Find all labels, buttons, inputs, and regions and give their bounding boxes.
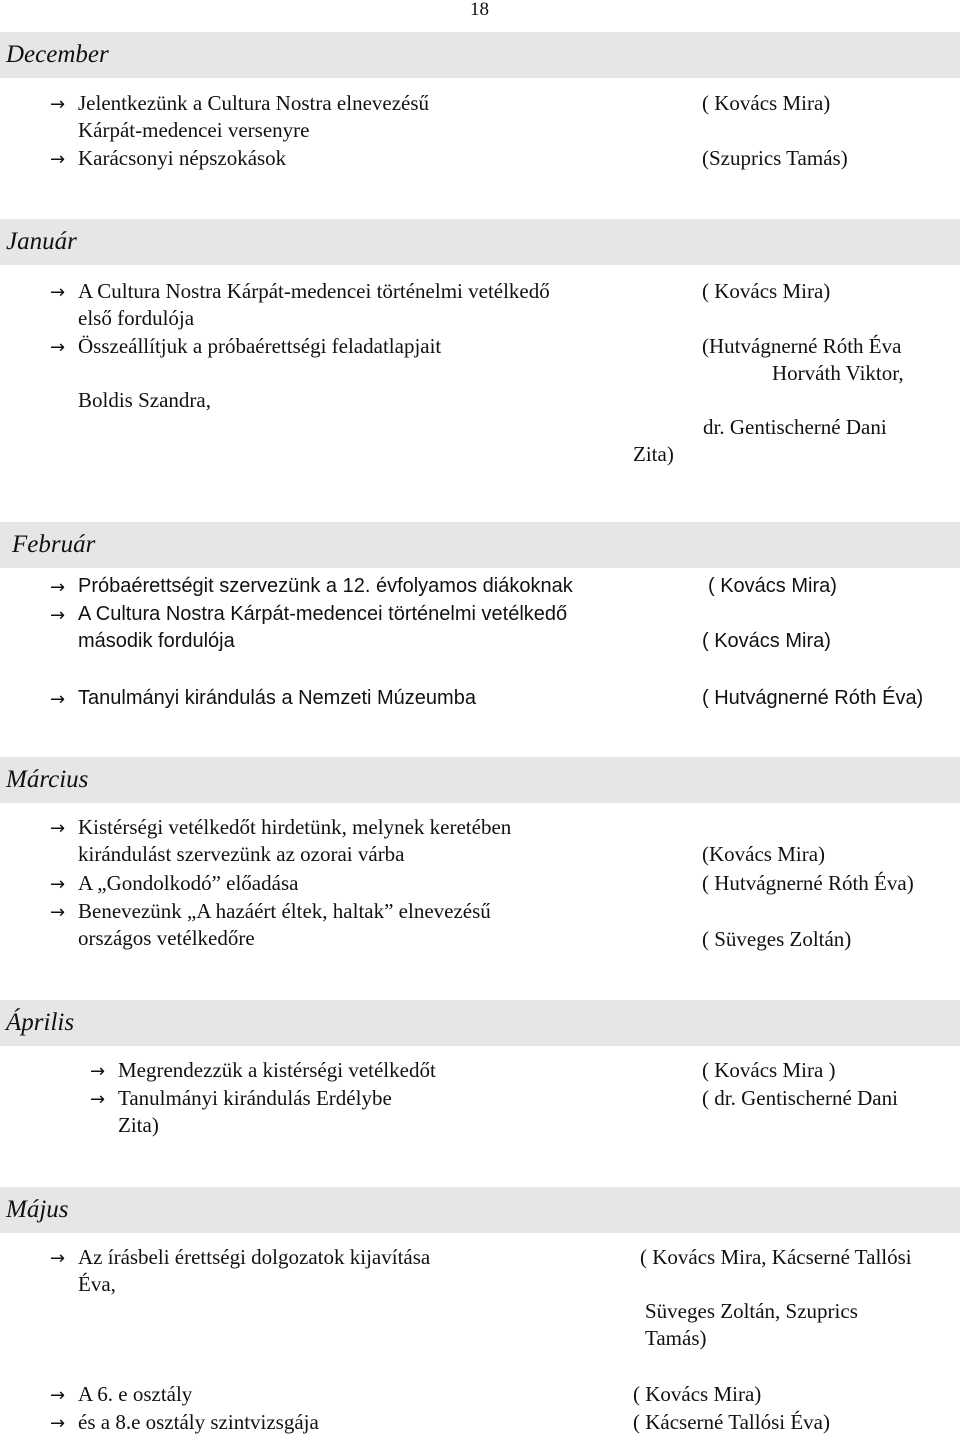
item-text: kirándulást szervezünk az ozorai várba	[78, 842, 405, 866]
section-header-december	[0, 32, 960, 78]
responsible-person: ( Kovács Mira)	[708, 575, 837, 597]
section-title: Február	[12, 531, 96, 558]
arrow-icon: →	[50, 282, 66, 303]
arrow-icon: →	[50, 1385, 66, 1406]
responsible-person-continued: Zita)	[633, 442, 674, 466]
responsible-person: ( dr. Gentischerné Dani	[702, 1086, 898, 1110]
item-text: második fordulója	[78, 630, 235, 652]
arrow-icon: →	[50, 818, 66, 839]
item-text: Összeállítjuk a próbaérettségi feladatlapjait	[78, 334, 442, 358]
item-text: A 6. e osztály	[78, 1382, 193, 1406]
arrow-icon: →	[50, 1413, 66, 1434]
arrow-icon: →	[50, 605, 66, 626]
responsible-person: ( Hutvágnerné Róth Éva)	[702, 687, 924, 709]
responsible-person: ( Kovács Mira)	[702, 91, 831, 115]
responsible-person: ( Hutvágnerné Róth Éva)	[702, 871, 914, 895]
arrow-icon: →	[90, 1089, 106, 1110]
section-title: Január	[6, 228, 77, 255]
item-text: Benevezünk „A hazáért éltek, haltak” elnevezésű	[78, 899, 491, 923]
responsible-person: (Szuprics Tamás)	[702, 146, 848, 170]
item-text: Az írásbeli érettségi dolgozatok kijavítása	[78, 1245, 431, 1269]
responsible-person: ( Kovács Mira )	[702, 1058, 836, 1082]
section-title: Május	[6, 1196, 69, 1223]
section-title: Március	[6, 766, 89, 793]
arrow-icon: →	[50, 577, 66, 598]
item-text: A Cultura Nostra Kárpát-medencei történelmi vetélkedő	[78, 279, 550, 303]
section-title: December	[6, 41, 109, 68]
responsible-person: (Hutvágnerné Róth Éva	[702, 334, 902, 358]
arrow-icon: →	[50, 689, 66, 710]
item-text: Megrendezzük a kistérségi vetélkedőt	[118, 1058, 436, 1082]
item-text: Kárpát-medencei versenyre	[78, 118, 310, 142]
item-text: országos vetélkedőre	[78, 926, 255, 950]
responsible-person-continued: Zita)	[118, 1113, 159, 1137]
arrow-icon: →	[50, 337, 66, 358]
responsible-person-continued: Éva,	[78, 1272, 116, 1296]
item-text: Kistérségi vetélkedőt hirdetünk, melynek keretében	[78, 815, 512, 839]
section-header-februar	[0, 522, 960, 568]
responsible-person-continued: Süveges Zoltán, Szuprics	[645, 1299, 858, 1323]
responsible-person-continued: Horváth Viktor,	[772, 361, 904, 385]
section-title: Április	[6, 1009, 75, 1036]
item-text: első fordulója	[78, 306, 195, 330]
responsible-person-continued: Boldis Szandra,	[78, 388, 211, 412]
responsible-person: ( Kovács Mira)	[633, 1382, 762, 1406]
arrow-icon: →	[50, 874, 66, 895]
item-text: és a 8.e osztály szintvizsgája	[78, 1410, 319, 1434]
section-header-januar	[0, 219, 960, 265]
responsible-person: ( Kácserné Tallósi Éva)	[633, 1410, 830, 1434]
arrow-icon: →	[50, 149, 66, 170]
section-header-majus	[0, 1187, 960, 1233]
item-text: A „Gondolkodó” előadása	[78, 871, 299, 895]
responsible-person: ( Süveges Zoltán)	[702, 927, 852, 951]
item-text: A Cultura Nostra Kárpát-medencei történelmi vetélkedő	[78, 603, 568, 625]
responsible-person-continued: dr. Gentischerné Dani	[703, 415, 887, 439]
arrow-icon: →	[50, 94, 66, 115]
responsible-person: ( Kovács Mira)	[702, 279, 831, 303]
arrow-icon: →	[90, 1061, 106, 1082]
arrow-icon: →	[50, 1248, 66, 1269]
item-text: Tanulmányi kirándulás Erdélybe	[118, 1086, 392, 1110]
page-number: 18	[470, 0, 489, 20]
item-text: Jelentkezünk a Cultura Nostra elnevezésű	[78, 91, 430, 115]
section-header-marcius	[0, 757, 960, 803]
item-text: Karácsonyi népszokások	[78, 146, 287, 170]
arrow-icon: →	[50, 902, 66, 923]
item-text: Próbaérettségit szervezünk a 12. évfolyamos diákoknak	[78, 575, 573, 597]
responsible-person-continued: Tamás)	[645, 1326, 707, 1350]
responsible-person: ( Kovács Mira)	[702, 630, 831, 652]
section-header-aprilis	[0, 1000, 960, 1046]
item-text: Tanulmányi kirándulás a Nemzeti Múzeumba	[78, 687, 476, 709]
responsible-person: ( Kovács Mira, Kácserné Tallósi	[640, 1245, 912, 1269]
responsible-person: (Kovács Mira)	[702, 842, 826, 866]
